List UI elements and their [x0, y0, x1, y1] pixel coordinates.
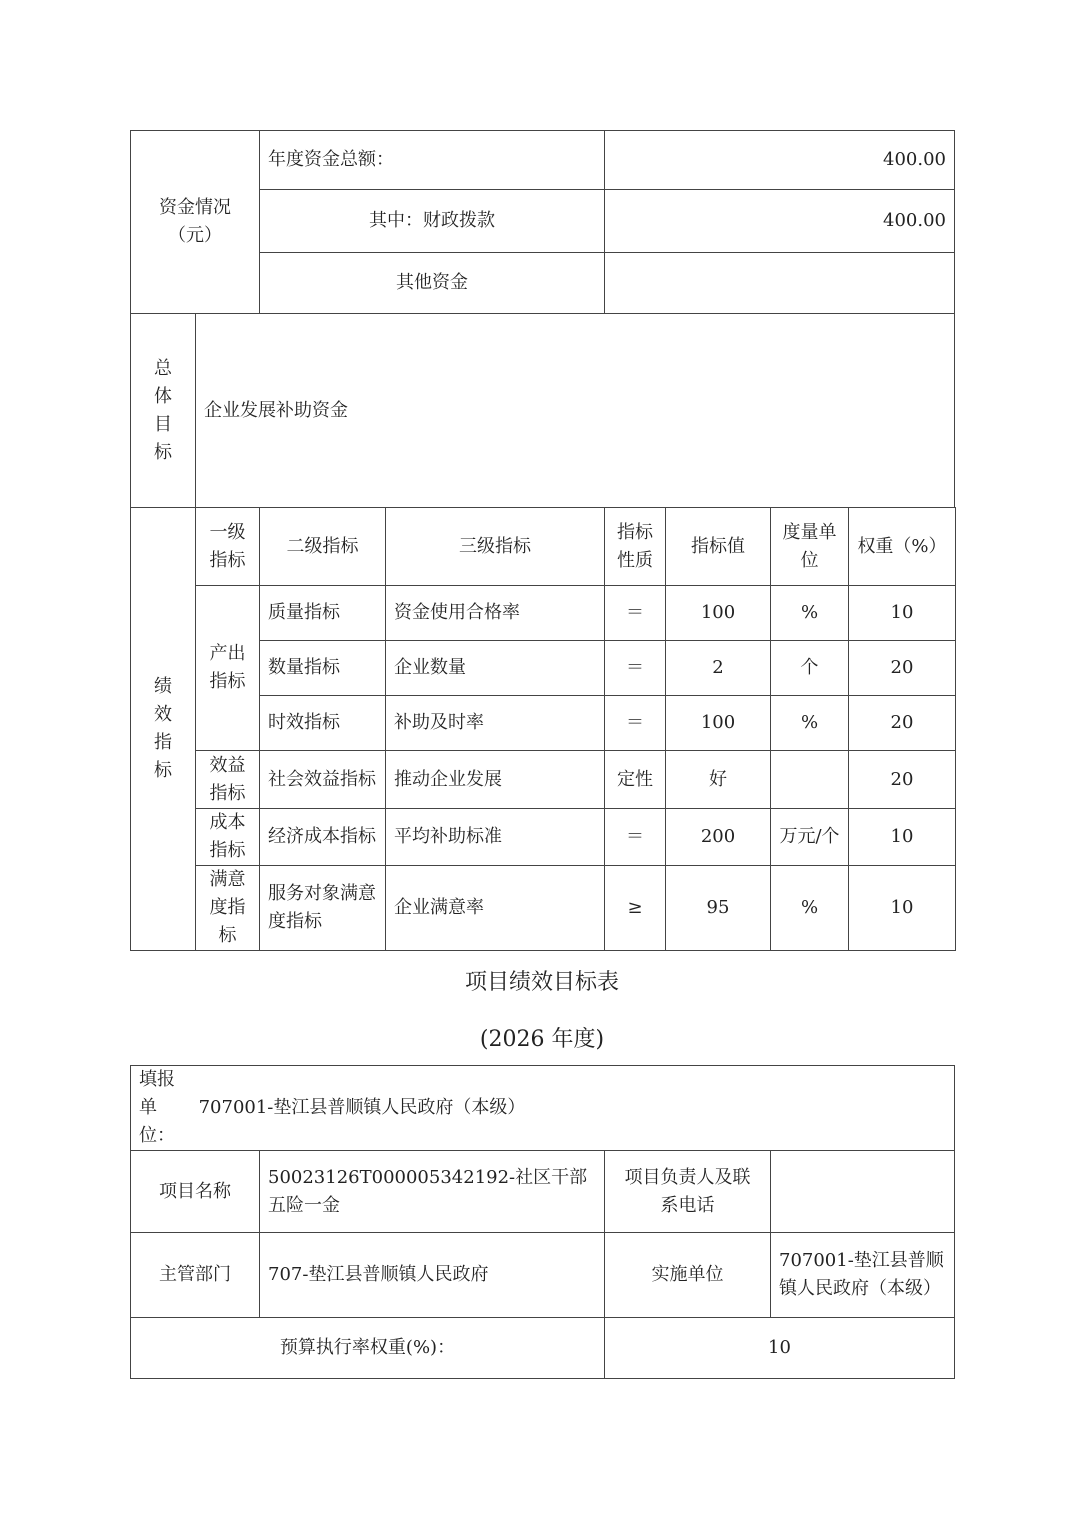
perf-cell: ＝ [604, 808, 666, 866]
contact-label: 项目负责人及联系电话 [604, 1150, 771, 1233]
dept-label: 主管部门 [130, 1232, 260, 1318]
perf-cell: 服务对象满意度指标 [259, 865, 386, 951]
funds-label: 资金情况（元） [130, 130, 260, 314]
perf-cell: 平均补助标准 [385, 808, 605, 866]
perf-header: 指标值 [665, 507, 771, 586]
perf-group: 效益指标 [195, 750, 260, 809]
perf-group: 产出指标 [195, 585, 260, 751]
funds-other-value [604, 252, 955, 314]
perf-cell: 100 [665, 695, 771, 751]
impl-value: 707001-垫江县普顺镇人民政府（本级） [770, 1232, 955, 1318]
unit-row [130, 1065, 955, 1151]
perf-cell: 20 [848, 750, 956, 809]
perf-cell: 好 [665, 750, 771, 809]
perf-header: 三级指标 [385, 507, 605, 586]
perf-cell: 资金使用合格率 [385, 585, 605, 641]
perf-cell: % [770, 585, 849, 641]
perf-header: 二级指标 [259, 507, 386, 586]
perf-cell: 企业数量 [385, 640, 605, 696]
perf-cell: % [770, 865, 849, 951]
funds-other-label: 其他资金 [259, 252, 605, 314]
perf-cell: 时效指标 [259, 695, 386, 751]
perf-cell: 100 [665, 585, 771, 641]
perf-cell: 2 [665, 640, 771, 696]
budget-label: 预算执行率权重(%)： [130, 1317, 605, 1379]
perf-cell: 企业满意率 [385, 865, 605, 951]
dept-value: 707-垫江县普顺镇人民政府 [259, 1232, 605, 1318]
funds-fiscal-label: 其中：财政拨款 [259, 189, 605, 253]
perf-cell: 20 [848, 640, 956, 696]
unit-label: 填报单位： [139, 1069, 175, 1146]
perf-cell: 推动企业发展 [385, 750, 605, 809]
perf-group: 满意度指标 [195, 865, 260, 951]
perf-cell: 经济成本指标 [259, 808, 386, 866]
perf-cell: % [770, 695, 849, 751]
project-name-label: 项目名称 [130, 1150, 260, 1233]
perf-cell: 20 [848, 695, 956, 751]
contact-value [770, 1150, 955, 1233]
perf-label-text: 绩效指标 [154, 676, 172, 781]
perf-cell: ≥ [604, 865, 666, 951]
perf-cell: 10 [848, 808, 956, 866]
perf-cell: 定性 [604, 750, 666, 809]
funds-total-label: 年度资金总额： [259, 130, 605, 190]
perf-group: 成本指标 [195, 808, 260, 866]
page-title: 项目绩效目标表 [464, 970, 619, 995]
perf-header: 度量单位 [770, 507, 849, 586]
impl-label: 实施单位 [604, 1232, 771, 1318]
perf-header: 一级指标 [195, 507, 260, 586]
perf-cell: 个 [770, 640, 849, 696]
perf-cell: 95 [665, 865, 771, 951]
project-name-value: 50023126T000005342192-社区干部五险一金 [259, 1150, 605, 1233]
perf-cell: ＝ [604, 695, 666, 751]
perf-cell: 补助及时率 [385, 695, 605, 751]
perf-cell: 质量指标 [259, 585, 386, 641]
perf-header: 指标性质 [604, 507, 666, 586]
perf-cell: 社会效益指标 [259, 750, 386, 809]
perf-cell: ＝ [604, 585, 666, 641]
perf-cell [770, 750, 849, 809]
perf-cell: 200 [665, 808, 771, 866]
perf-cell: 数量指标 [259, 640, 386, 696]
funds-total-value: 400.00 [604, 130, 955, 190]
funds-fiscal-value: 400.00 [604, 189, 955, 253]
perf-header: 权重（%） [848, 507, 956, 586]
perf-cell: 10 [848, 865, 956, 951]
unit-value: 707001-垫江县普顺镇人民政府（本级） [198, 1097, 526, 1118]
perf-cell: 10 [848, 585, 956, 641]
perf-label [130, 507, 196, 951]
goal-label [130, 313, 196, 508]
goal-text: 企业发展补助资金 [195, 313, 955, 508]
goal-label-text: 总体目标 [154, 357, 172, 463]
page-subtitle: (2026 年度) [479, 1027, 605, 1052]
budget-value: 10 [604, 1317, 955, 1379]
perf-cell: 万元/个 [770, 808, 849, 866]
perf-cell: ＝ [604, 640, 666, 696]
